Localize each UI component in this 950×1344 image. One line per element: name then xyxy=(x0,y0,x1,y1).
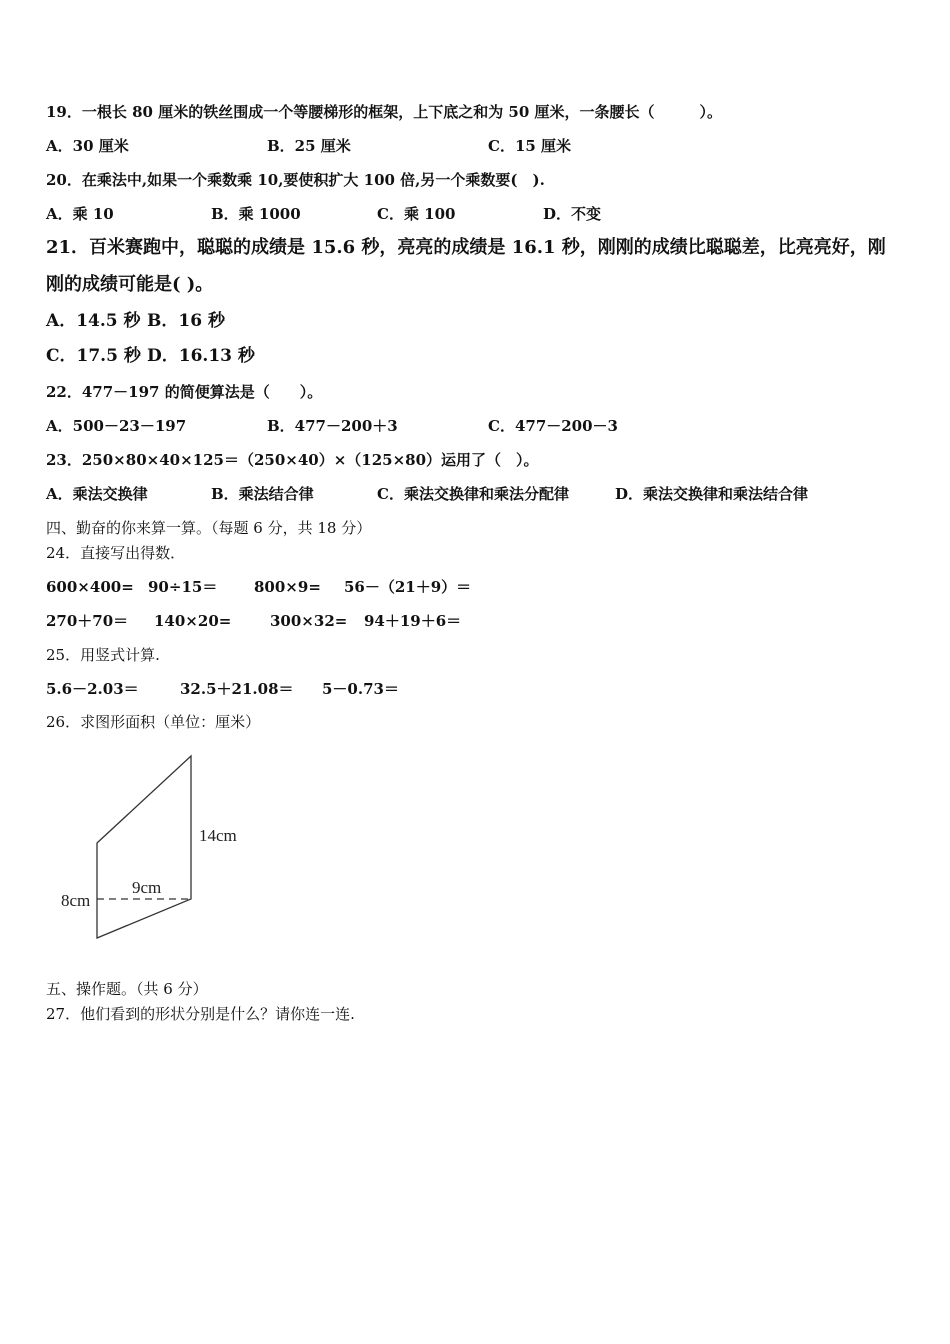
q21-stem-line2: 刚的成绩可能是( )。 xyxy=(46,274,214,295)
q20-stem: 20．在乘法中,如果一个乘数乘 10,要使积扩大 100 倍,另一个乘数要( ). xyxy=(46,171,545,189)
q20-option-d: D．不变 xyxy=(543,205,602,223)
q24-item: 140×20= xyxy=(154,612,232,630)
label-8cm: 8cm xyxy=(61,891,91,910)
q25-stem: 25．用竖式计算. xyxy=(46,646,160,664)
q23-option-a: A．乘法交换律 xyxy=(46,485,148,503)
q24-item: 270＋70＝ xyxy=(46,612,129,630)
q20-option-a: A．乘 10 xyxy=(46,205,114,223)
q25-item: 5－0.73＝ xyxy=(322,680,399,698)
q24-item: 90÷15＝ xyxy=(148,578,218,596)
section-5-title: 五、操作题。（共 6 分） xyxy=(46,980,208,998)
q21-option-c: C．17.5 秒 xyxy=(46,346,141,366)
q22-option-b: B．477－200＋3 xyxy=(267,417,398,435)
q21-stem-line1: 21．百米赛跑中，聪聪的成绩是 15.6 秒，亮亮的成绩是 16.1 秒，刚刚的成绩比聪聪差，比亮亮好，刚 xyxy=(46,237,886,258)
q24-item: 300×32= xyxy=(270,612,348,630)
q20-option-c: C．乘 100 xyxy=(377,205,456,223)
q24-item: 800×9= xyxy=(254,578,321,596)
label-14cm: 14cm xyxy=(199,826,237,845)
q24-item: 94＋19＋6＝ xyxy=(364,612,462,630)
q27-stem: 27．他们看到的形状分别是什么？请你连一连. xyxy=(46,1005,355,1023)
q19-option-a: A．30 厘米 xyxy=(46,137,129,155)
q23-stem: 23．250×80×40×125＝（250×40）×（125×80）运用了（ ）。 xyxy=(46,451,539,469)
q23-option-b: B．乘法结合律 xyxy=(211,485,314,503)
q24-stem: 24．直接写出得数． xyxy=(46,544,186,562)
q23-option-c: C．乘法交换律和乘法分配律 xyxy=(377,485,569,503)
q21-option-a: A．14.5 秒 xyxy=(46,311,141,331)
q26-stem: 26．求图形面积（单位：厘米） xyxy=(46,713,261,731)
q21-option-d: D．16.13 秒 xyxy=(147,346,255,366)
trapezoid-shape xyxy=(97,756,191,938)
q22-stem: 22．477－197 的简便算法是（ ）。 xyxy=(46,383,323,401)
q26-trapezoid-figure xyxy=(0,740,300,950)
q24-item: 600×400= xyxy=(46,578,134,596)
q24-item: 56－（21＋9）＝ xyxy=(344,578,472,596)
q23-option-d: D．乘法交换律和乘法结合律 xyxy=(615,485,809,503)
q25-item: 5.6－2.03＝ xyxy=(46,680,139,698)
q21-option-b: B．16 秒 xyxy=(147,311,225,331)
q19-option-c: C．15 厘米 xyxy=(488,137,572,155)
q19-option-b: B．25 厘米 xyxy=(267,137,351,155)
q25-item: 32.5＋21.08＝ xyxy=(180,680,294,698)
section-4-title: 四、勤奋的你来算一算。（每题 6 分，共 18 分） xyxy=(46,519,372,537)
label-9cm: 9cm xyxy=(132,878,162,897)
q22-option-a: A．500－23－197 xyxy=(46,417,187,435)
q20-option-b: B．乘 1000 xyxy=(211,205,301,223)
q22-option-c: C．477－200－3 xyxy=(488,417,618,435)
q19-stem: 19．一根长 80 厘米的铁丝围成一个等腰梯形的框架，上下底之和为 50 厘米，一条腰长（ ）。 xyxy=(46,103,723,121)
